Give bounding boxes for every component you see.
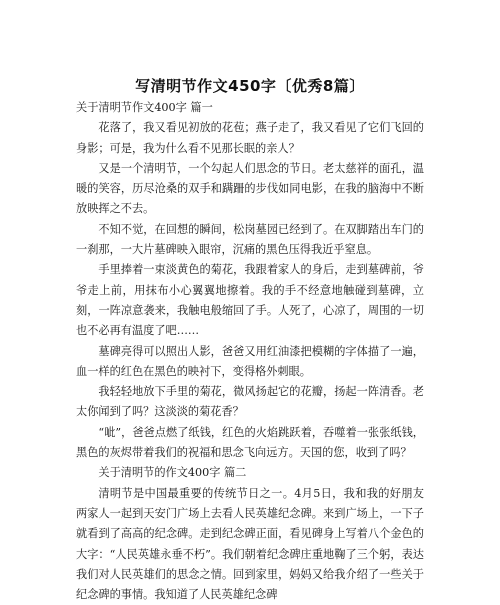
paragraph: 墓碑亮得可以照出人影，爸爸又用红油漆把模糊的字体描了一遍，血一样的红色在黑色的映衬下，变得格外刺眼。 xyxy=(76,344,424,378)
paragraph: “呲”，爸爸点燃了纸钱，红色的火焰跳跃着，吞噬着一张张纸钱，黑色的灰烬带着我们的祝福和思念飞向远方。天国的您，收到了吗？ xyxy=(76,425,424,460)
document-body xyxy=(76,98,424,605)
paragraph: 我轻轻地放下手里的菊花，微风扬起它的花瓣，扬起一阵清香。老太你闻到了吗？这淡淡的菊花香？ xyxy=(76,385,424,419)
document-title: 写清明节作文450字〔优秀8篇〕 xyxy=(135,77,365,95)
section-heading: 关于清明节作文400字 篇一 xyxy=(76,101,213,114)
section-heading: 关于清明节的作文400字 篇二 xyxy=(98,466,247,480)
paragraph: 清明节是中国最重要的传统节日之一。4月5日，我和我的好朋友两家人一起到天安门广场上去看人民英雄纪念碑。来到广场上，一下子就看到了高高的纪念碑。走到纪念碑正面，看见碑身上写着八个金色的大字：“人民英雄永垂不朽”。我们朝着纪念碑庄重地鞠了三个躬，表达我们对人民英雄们的思念之情。回到家里，妈妈又给我介绍了一些关于纪念碑的事情。我知道了人民英雄纪念碑 xyxy=(76,486,424,602)
paragraph: 手里捧着一束淡黄色的菊花，我跟着家人的身后，走到墓碑前，爷爷走上前，用抹布小心翼翼地擦着。我的手不经意地触碰到墓碑，立刻，一阵凉意袭来，我触电般缩回了手。人死了，心凉了，周围的一切也不必再有温度了吧…… xyxy=(76,263,424,338)
paragraph: 不知不觉，在回想的瞬间，松岗墓园已经到了。在双脚踏出车门的一刹那，一大片墓碑映入眼帘，沉痛的黑色压得我近乎窒息。 xyxy=(76,222,424,257)
paragraph: 又是一个清明节，一个勾起人们思念的节日。老太慈祥的面孔，温暖的笑容，历尽沧桑的双手和蹒跚的步伐如同电影，在我的脑海中不断放映挥之不去。 xyxy=(76,161,424,216)
paragraph: 花落了，我又看见初放的花苞；燕子走了，我又看见了它们飞回的身影；可是，我为什么看不见那长眠的亲人？ xyxy=(76,121,424,155)
